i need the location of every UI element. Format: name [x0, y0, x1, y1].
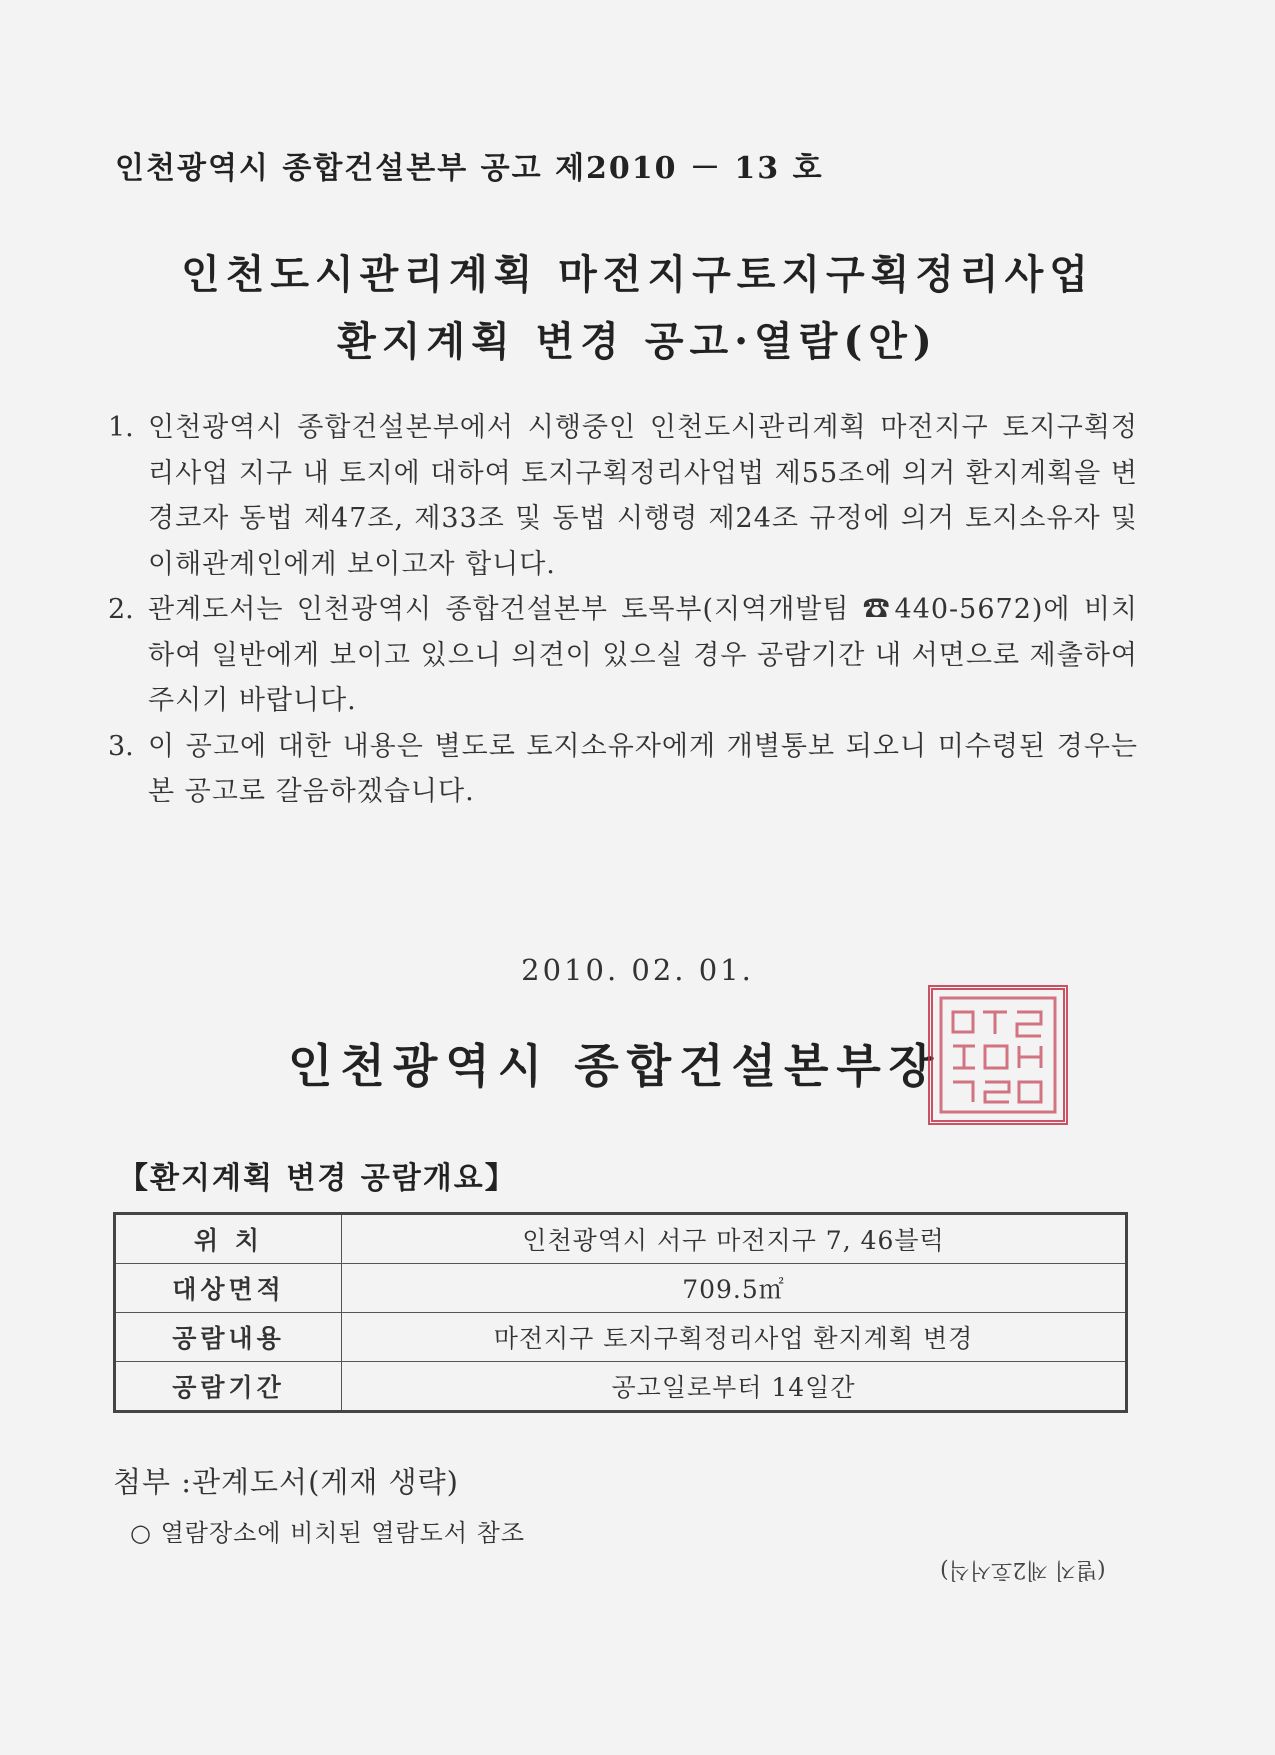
row-value: 709.5㎡ [342, 1264, 1127, 1313]
item-text: 관계도서는 인천광역시 종합건설본부 토목부(지역개발팀 ☎440-5672)에 비치하여 일반에게 보이고 있으니 의견이 있으실 경우 공람기간 내 서면으로 제출하여 주시기 바랍니다. [148, 594, 1138, 716]
title-line-1: 인천도시관리계획 마전지구토지구획정리사업 [181, 251, 1094, 298]
title-line-2: 환지계획 변경 공고·열람(안) [337, 318, 938, 365]
table-row [115, 1313, 1127, 1362]
notice-item-1 [108, 405, 1138, 587]
table-row [115, 1214, 1127, 1264]
item-text: 인천광역시 종합건설본부에서 시행중인 인천도시관리계획 마전지구 토지구획정리사업 지구 내 토지에 대하여 토지구획정리사업법 제55조에 의거 환지계획을 변경코자 동법 제47조, 제33조 및 동법 시행령 제24조 규정에 의거 토지소유자 및 이해관계인에게 보이고자 합니다. [148, 412, 1138, 580]
row-value: 공고일로부터 14일간 [342, 1362, 1127, 1412]
table-row [115, 1264, 1127, 1313]
summary-table [113, 1212, 1128, 1413]
row-value: 마전지구 토지구획정리사업 환지계획 변경 [342, 1313, 1127, 1362]
notice-item-2 [108, 587, 1138, 724]
item-number: 1. [108, 412, 134, 443]
table-row [115, 1362, 1127, 1412]
row-label: 공람내용 [115, 1313, 342, 1362]
row-label: 위 치 [115, 1214, 342, 1264]
notice-date: 2010. 02. 01. [521, 953, 754, 987]
notice-item-3 [108, 724, 1138, 815]
notice-number: 인천광역시 종합건설본부 공고 제2010 － 13 호 [115, 151, 824, 186]
item-number: 2. [108, 594, 134, 625]
official-seal-icon [928, 985, 1068, 1125]
notice-items [108, 405, 1138, 815]
summary-title: 【환지계획 변경 공람개요】 [118, 1161, 517, 1196]
item-number: 3. [108, 730, 134, 762]
form-number: (별지 제2호서식) [940, 1557, 1106, 1582]
row-value: 인천광역시 서구 마전지구 7, 46블럭 [342, 1214, 1127, 1264]
row-label: 대상면적 [115, 1264, 342, 1313]
row-label: 공람기간 [115, 1362, 342, 1412]
attachment-note: 첨부 :관계도서(게재 생략) [113, 1465, 459, 1499]
issuer-name: 인천광역시 종합건설본부장 [288, 1039, 942, 1093]
reference-note: ○ 열람장소에 비치된 열람도서 참조 [130, 1519, 526, 1547]
item-text: 이 공고에 대한 내용은 별도로 토지소유자에게 개별통보 되오니 미수령된 경우는 본 공고로 갈음하겠습니다. [148, 730, 1138, 807]
